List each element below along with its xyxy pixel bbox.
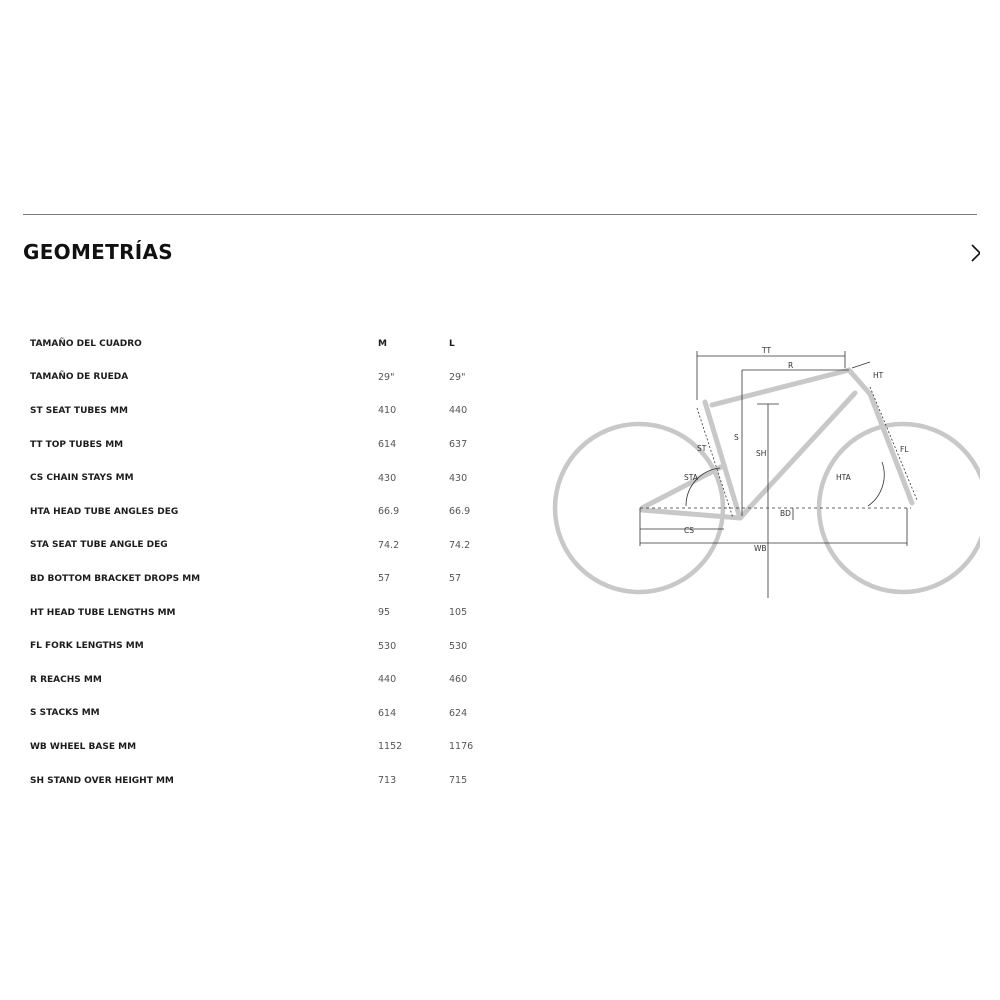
- row-label: HT HEAD TUBE LENGTHS MM: [30, 607, 176, 618]
- value-m: 29": [378, 371, 395, 383]
- value-m: 57: [378, 573, 391, 585]
- value-l: 440: [449, 405, 468, 417]
- table-row: [23, 730, 509, 764]
- section-divider: [23, 214, 977, 215]
- row-label: TT TOP TUBES MM: [30, 439, 124, 450]
- table-row: [23, 562, 509, 596]
- table-row: [23, 394, 509, 428]
- value-l: 430: [449, 472, 468, 484]
- row-label: ST SEAT TUBES MM: [30, 405, 128, 416]
- value-m: 66.9: [378, 506, 400, 518]
- value-m: 614: [378, 439, 397, 451]
- value-m: 530: [378, 640, 397, 652]
- value-l: 530: [449, 640, 468, 652]
- table-row: [23, 629, 509, 663]
- row-label: FL FORK LENGTHS MM: [30, 641, 144, 652]
- row-label: WB WHEEL BASE MM: [30, 741, 137, 752]
- value-l: 74.2: [449, 539, 471, 551]
- dim-label-wb: WB: [754, 544, 767, 553]
- dim-label-r: R: [788, 361, 794, 370]
- dim-label-tt: TT: [762, 346, 772, 355]
- value-l: 29": [449, 371, 466, 383]
- value-m: 1152: [378, 741, 403, 753]
- table-row: [23, 663, 509, 697]
- value-l: 57: [449, 573, 462, 585]
- table-row: [23, 428, 509, 462]
- table-row: [23, 764, 509, 798]
- bike-frame: [642, 370, 912, 518]
- dim-label-bd: BD: [780, 509, 791, 518]
- table-row: [23, 461, 509, 495]
- size-l-header: L: [449, 338, 455, 349]
- geometry-table: [23, 327, 509, 797]
- row-label: HTA HEAD TUBE ANGLES DEG: [30, 506, 179, 517]
- row-label: R REACHS MM: [30, 674, 102, 685]
- value-m: 713: [378, 775, 397, 787]
- value-m: 95: [378, 607, 391, 619]
- dim-label-sh: SH: [756, 449, 767, 458]
- value-l: 715: [449, 775, 468, 787]
- size-m-header: M: [378, 338, 387, 349]
- dim-label-st: ST: [697, 444, 707, 453]
- dim-label-fl: FL: [900, 445, 909, 454]
- value-l: 66.9: [449, 506, 471, 518]
- value-l: 105: [449, 607, 468, 619]
- row-label: SH STAND OVER HEIGHT MM: [30, 775, 174, 786]
- dim-label-cs: CS: [684, 526, 694, 535]
- dim-label-s: S: [734, 433, 739, 442]
- row-label: TAMAÑO DE RUEDA: [30, 372, 129, 383]
- value-l: 460: [449, 674, 468, 686]
- table-row: [23, 596, 509, 630]
- value-m: 430: [378, 472, 397, 484]
- table-row: [23, 361, 509, 395]
- row-label: CS CHAIN STAYS MM: [30, 473, 134, 484]
- value-l: 637: [449, 439, 468, 451]
- value-m: 74.2: [378, 539, 400, 551]
- value-m: 410: [378, 405, 397, 417]
- value-l: 1176: [449, 741, 474, 753]
- row-label: BD BOTTOM BRACKET DROPS MM: [30, 573, 201, 584]
- row-label: STA SEAT TUBE ANGLE DEG: [30, 540, 168, 551]
- dim-label-hta: HTA: [836, 473, 851, 482]
- row-label: S STACKS MM: [30, 708, 100, 719]
- table-row: [23, 697, 509, 731]
- table-row: [23, 495, 509, 529]
- chevron-right-icon[interactable]: [966, 241, 980, 265]
- value-m: 614: [378, 707, 397, 719]
- section-title: GEOMETRÍAS: [23, 240, 174, 264]
- table-header-row: [23, 327, 509, 361]
- dim-label-ht: HT: [873, 371, 884, 380]
- dim-label-sta: STA: [684, 473, 698, 482]
- table-row: [23, 529, 509, 563]
- frame-size-label: TAMAÑO DEL CUADRO: [30, 338, 142, 349]
- value-m: 440: [378, 674, 397, 686]
- bike-geometry-diagram: [540, 330, 980, 610]
- value-l: 624: [449, 707, 468, 719]
